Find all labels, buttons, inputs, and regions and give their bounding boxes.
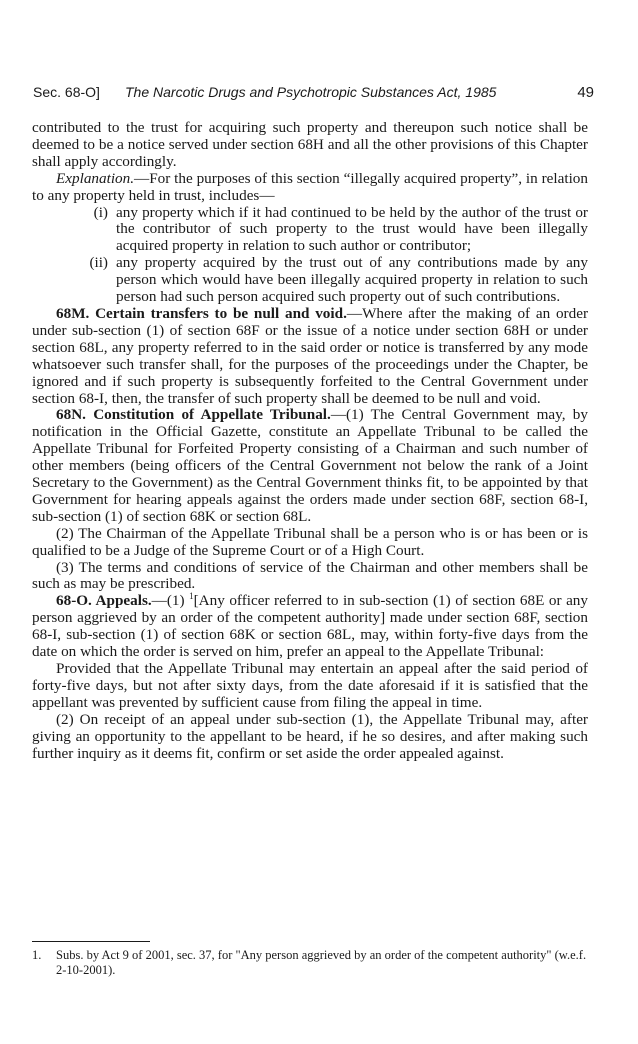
running-header (33, 84, 594, 104)
section-68o (32, 593, 588, 661)
section-68n-subsection-3: (3) The terms and conditions of service of the Chairman and other members shall be such as may be prescribed. (32, 558, 588, 593)
explanation-text: —For the purposes of this section “illegally acquired property”, in relation to any property held in trust, includes— (32, 169, 588, 204)
explanation-paragraph (32, 171, 588, 205)
header-act-title: The Narcotic Drugs and Psychotropic Substances Act, 1985 (125, 84, 497, 100)
section-heading: 68N. Constitution of Appellate Tribunal. (56, 406, 331, 424)
section-68m (32, 306, 588, 407)
list-item-i (32, 205, 588, 256)
footnote-marker: 1 (189, 591, 194, 602)
section-68o-proviso: Provided that the Appellate Tribunal may entertain an appeal after the said period of forty-five days, but not after sixty days, from the date aforesaid if it is satisfied that the appellant was prevented by sufficient cause from filing the appeal in time. (32, 660, 588, 711)
body-text (32, 120, 588, 762)
section-heading: 68-O. Appeals. (56, 592, 152, 610)
header-section-ref: Sec. 68-O] (33, 84, 100, 100)
list-item-text: any property which if it had continued to be held by the author of the trust or the contributor of such property to the trust would have been illegally acquired property in relation to such author or contributor; (116, 203, 588, 255)
section-68n (32, 407, 588, 525)
section-text: —Where after the making of an order under sub-section (1) of section 68F or the issue of a notice under section 68H or under section 68L, any property referred to in the said order or notice is transferred by any mode whatsoever such transfer shall, for the purposes of the proceedings under the Chapter, be ignored and if such property is subsequently forfeited to the Central Government under section 68-I, then, the transfer of such property shall be deemed to be null and void. (32, 304, 589, 407)
explanation-label: Explanation. (56, 169, 135, 187)
section-text: —(1) The Central Government may, by notification in the Official Gazette, constitute an Appellate Tribunal to be called the Appellate Tribunal for Forfeited Property consisting of a Chairman and such number of other members (being officers of the Central Government not below the rank of a Joint Secretary to the Government) as the Central Government thinks fit, to be appointed by that Government for hearing appeals against the orders made under section 68F, section 68-I, sub-section (1) of section 68K or section 68L. (32, 406, 588, 525)
page-number: 49 (577, 84, 594, 101)
footnote-number: 1. (32, 948, 42, 962)
list-item-ii (32, 255, 588, 306)
section-text: [Any officer referred to in sub-section (1) of section 68E or any person aggrieved by an order of the competent authority] made under section 68F, section 68-I, sub-section (1) of section 68K or section 68L, may, within forty-five days from the date on which the order is served on him, prefer an appeal to the Appellate Tribunal: (32, 592, 588, 661)
list-item-number: (ii) (89, 254, 108, 272)
paragraph-continuation: contributed to the trust for acquiring such property and thereupon such notice shall be deemed to be a notice served under section 68H and all the other provisions of this Chapter shall apply accordingly. (32, 119, 588, 170)
section-lead: —(1) (151, 592, 190, 610)
list-item-text: any property acquired by the trust out of any contributions made by any person which would have been illegally acquired property in relation to such person had such person acquired such property out of such contributions. (116, 254, 588, 306)
section-heading: 68M. Certain transfers to be null and void. (56, 304, 347, 322)
footnote (32, 948, 588, 977)
list-item-number: (i) (93, 203, 108, 221)
section-68o-subsection-2: (2) On receipt of an appeal under sub-section (1), the Appellate Tribunal may, after giving an opportunity to the appellant to be heard, if he so desires, and after making such further inquiry as it deems fit, confirm or set aside the order appealed against. (32, 710, 588, 762)
footnote-text: Subs. by Act 9 of 2001, sec. 37, for "Any person aggrieved by an order of the competent authority" (w.e.f. 2-10-2001). (56, 948, 587, 977)
footnote-divider (32, 941, 150, 942)
section-68n-subsection-2: (2) The Chairman of the Appellate Tribunal shall be a person who is or has been or is qualified to be a Judge of the Supreme Court or of a High Court. (32, 524, 588, 559)
